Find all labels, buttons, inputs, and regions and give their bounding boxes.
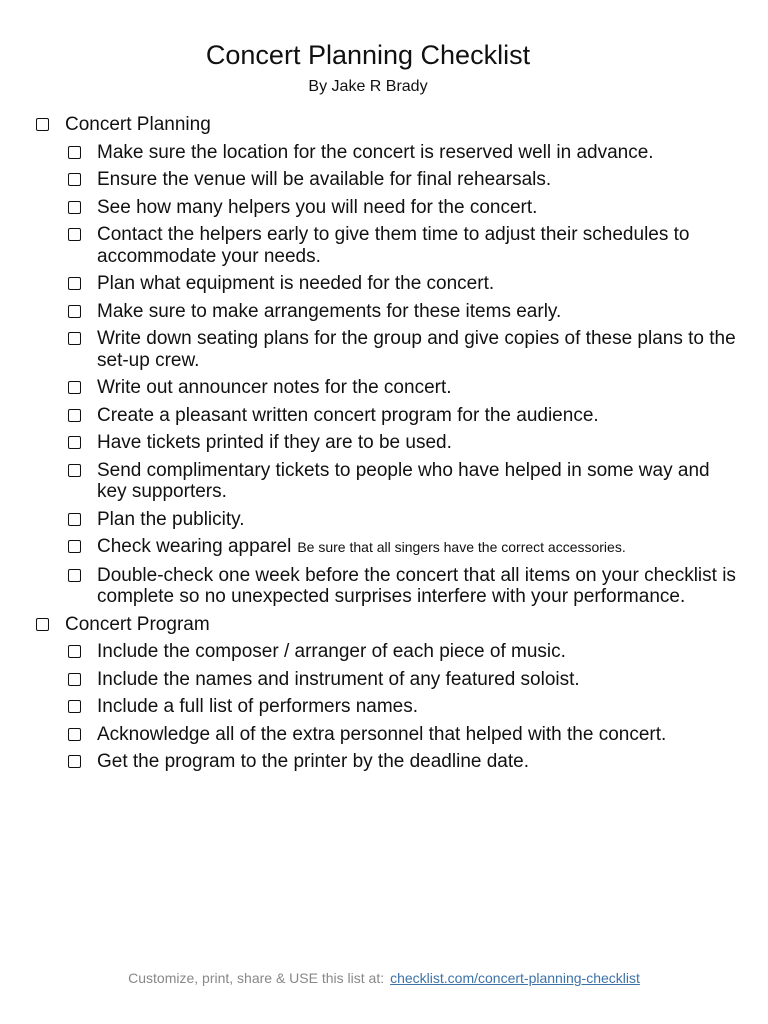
checklist-item: [68, 565, 756, 608]
checklist-item: [68, 641, 756, 663]
checkbox[interactable]: [68, 381, 81, 394]
checkbox[interactable]: [68, 673, 81, 686]
checkbox[interactable]: [68, 436, 81, 449]
footer-text: Customize, print, share & USE this list at:: [128, 970, 385, 986]
item-text: Get the program to the printer by the deadline date.: [97, 751, 529, 772]
item-text: Write down seating plans for the group and give copies of these plans to the set-up crew.: [97, 328, 736, 371]
item-text: Include the composer / arranger of each piece of music.: [97, 641, 566, 662]
checklist-item: [68, 273, 756, 295]
item-text: Include a full list of performers names.: [97, 696, 419, 717]
checkbox[interactable]: [68, 332, 81, 345]
item-text: Send complimentary tickets to people who have helped in some way and key supporters.: [97, 459, 710, 502]
checklist-item: [68, 669, 756, 691]
checkbox[interactable]: [68, 755, 81, 768]
checklist-item: [68, 169, 756, 191]
item-text: Acknowledge all of the extra personnel that helped with the concert.: [97, 723, 667, 745]
item-text: Make sure to make arrangements for these items early.: [97, 300, 562, 322]
checkbox[interactable]: [68, 409, 81, 422]
checkbox[interactable]: [68, 173, 81, 186]
checklist-item: [68, 405, 756, 427]
checklist-item: [68, 377, 756, 399]
item-text: Concert Planning: [65, 114, 211, 135]
checkbox[interactable]: [68, 146, 81, 159]
checklist-item: [68, 197, 756, 219]
checkbox[interactable]: [68, 728, 81, 741]
checkbox[interactable]: [68, 700, 81, 713]
checklist-item: [68, 509, 756, 531]
item-text: Make sure the location for the concert is reserved well in advance.: [97, 141, 654, 163]
item-text: Double-check one week before the concert that all items on your checklist is complete so no unexpected surprises interfere with your performance.: [97, 564, 736, 607]
item-text: Include the names and instrument of any featured soloist.: [97, 668, 580, 690]
checkbox[interactable]: [68, 540, 81, 553]
checkbox[interactable]: [68, 228, 81, 241]
item-text: Have tickets printed if they are to be used.: [97, 432, 452, 453]
checklist-item: [68, 751, 756, 773]
checklist-link[interactable]: checklist.com/concert-planning-checklist: [390, 970, 640, 986]
footer: [0, 970, 768, 986]
checkbox[interactable]: [36, 118, 49, 131]
checklist-item: [68, 724, 756, 746]
item-text: Create a pleasant written concert program for the audience.: [97, 404, 599, 426]
page-title: Concert Planning Checklist: [205, 40, 531, 70]
checkbox[interactable]: [68, 464, 81, 477]
item-text: See how many helpers you will need for the concert.: [97, 196, 538, 218]
item-text: Plan what equipment is needed for the concert.: [97, 273, 495, 294]
item-text: Concert Program: [65, 613, 210, 635]
item-text: Write out announcer notes for the concert.: [97, 377, 452, 398]
checkbox[interactable]: [36, 618, 49, 631]
checkbox[interactable]: [68, 305, 81, 318]
author-byline: By Jake R Brady: [308, 78, 428, 95]
item-text: Check wearing apparel: [97, 536, 292, 557]
checklist-item: [68, 301, 756, 323]
checklist-item: [68, 460, 756, 503]
checkbox[interactable]: [68, 513, 81, 526]
checkbox[interactable]: [68, 645, 81, 658]
section-header: [36, 614, 756, 636]
checklist-item: [68, 696, 756, 718]
checkbox[interactable]: [68, 201, 81, 214]
item-note: Be sure that all singers have the correct accessories.: [297, 539, 626, 555]
section-header: [36, 114, 756, 136]
checklist-item: [68, 536, 756, 559]
checklist: [36, 114, 756, 779]
item-text: Contact the helpers early to give them time to adjust their schedules to accommodate your needs.: [97, 224, 690, 267]
checkbox[interactable]: [68, 569, 81, 582]
item-text: Ensure the venue will be available for final rehearsals.: [97, 169, 552, 190]
checklist-item: [68, 224, 756, 267]
checklist-item: [68, 328, 756, 371]
item-text: Plan the publicity.: [97, 508, 245, 530]
checklist-item: [68, 432, 756, 454]
checklist-item: [68, 142, 756, 164]
checkbox[interactable]: [68, 277, 81, 290]
